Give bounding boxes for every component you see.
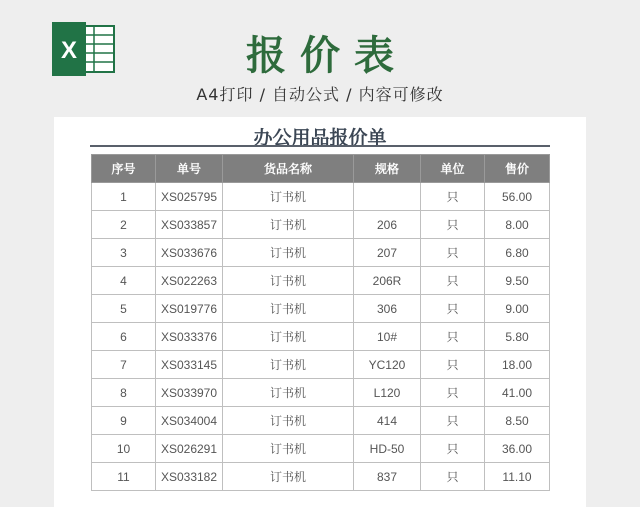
cell-unit: 只 [421, 435, 485, 463]
quote-table [91, 154, 550, 491]
cell-item-name: 订书机 [223, 211, 354, 239]
cell-order-no: XS026291 [156, 435, 223, 463]
cell-order-no: XS034004 [156, 407, 223, 435]
cell-order-no: XS033376 [156, 323, 223, 351]
cell-spec: 207 [354, 239, 421, 267]
cell-item-name: 订书机 [223, 379, 354, 407]
table-row [92, 295, 550, 323]
cell-price: 5.80 [485, 323, 550, 351]
table-row [92, 239, 550, 267]
cell-order-no: XS025795 [156, 183, 223, 211]
cell-order-no: XS033970 [156, 379, 223, 407]
cell-price: 8.00 [485, 211, 550, 239]
cell-unit: 只 [421, 239, 485, 267]
cell-spec: L120 [354, 379, 421, 407]
cell-price: 6.80 [485, 239, 550, 267]
cell-spec: 414 [354, 407, 421, 435]
cell-item-name: 订书机 [223, 351, 354, 379]
svg-text:X: X [60, 37, 78, 64]
cell-order-no: XS033182 [156, 463, 223, 491]
cell-price: 18.00 [485, 351, 550, 379]
table-row [92, 183, 550, 211]
table-row [92, 435, 550, 463]
cell-index: 4 [92, 267, 156, 295]
cell-spec: 10# [354, 323, 421, 351]
cell-order-no: XS022263 [156, 267, 223, 295]
page-subtitle: A4打印 / 自动公式 / 内容可修改 [196, 85, 444, 104]
cell-index: 10 [92, 435, 156, 463]
cell-index: 5 [92, 295, 156, 323]
cell-price: 41.00 [485, 379, 550, 407]
table-row [92, 463, 550, 491]
cell-item-name: 订书机 [223, 463, 354, 491]
table-row [92, 211, 550, 239]
page-title: 报价表 [246, 33, 408, 79]
cell-order-no: XS019776 [156, 295, 223, 323]
cell-order-no: XS033676 [156, 239, 223, 267]
cell-item-name: 订书机 [223, 323, 354, 351]
cell-index: 6 [92, 323, 156, 351]
cell-unit: 只 [421, 379, 485, 407]
spreadsheet-preview [54, 117, 586, 507]
cell-price: 36.00 [485, 435, 550, 463]
cell-order-no: XS033145 [156, 351, 223, 379]
cell-spec: 206R [354, 267, 421, 295]
cell-unit: 只 [421, 295, 485, 323]
cell-item-name: 订书机 [223, 183, 354, 211]
table-row [92, 379, 550, 407]
col-header-spec: 规格 [354, 155, 421, 183]
col-header-index: 序号 [92, 155, 156, 183]
cell-price: 9.00 [485, 295, 550, 323]
cell-item-name: 订书机 [223, 267, 354, 295]
col-header-unit: 单位 [421, 155, 485, 183]
table-header-row [92, 155, 550, 183]
cell-spec: HD-50 [354, 435, 421, 463]
cell-spec: 206 [354, 211, 421, 239]
cell-order-no: XS033857 [156, 211, 223, 239]
col-header-price: 售价 [485, 155, 550, 183]
table-row [92, 323, 550, 351]
col-header-order-no: 单号 [156, 155, 223, 183]
cell-item-name: 订书机 [223, 435, 354, 463]
cell-index: 7 [92, 351, 156, 379]
cell-index: 8 [92, 379, 156, 407]
sheet-title: 办公用品报价单 [253, 127, 387, 149]
col-header-item-name: 货品名称 [223, 155, 354, 183]
cell-unit: 只 [421, 351, 485, 379]
cell-price: 11.10 [485, 463, 550, 491]
cell-index: 3 [92, 239, 156, 267]
cell-unit: 只 [421, 463, 485, 491]
cell-price: 9.50 [485, 267, 550, 295]
cell-price: 56.00 [485, 183, 550, 211]
cell-index: 11 [92, 463, 156, 491]
cell-unit: 只 [421, 323, 485, 351]
cell-price: 8.50 [485, 407, 550, 435]
cell-item-name: 订书机 [223, 407, 354, 435]
cell-index: 2 [92, 211, 156, 239]
cell-spec: YC120 [354, 351, 421, 379]
cell-index: 1 [92, 183, 156, 211]
cell-spec: 306 [354, 295, 421, 323]
table-row [92, 351, 550, 379]
cell-unit: 只 [421, 211, 485, 239]
table-row [92, 267, 550, 295]
cell-spec [354, 183, 421, 211]
cell-unit: 只 [421, 267, 485, 295]
cell-unit: 只 [421, 407, 485, 435]
cell-index: 9 [92, 407, 156, 435]
cell-item-name: 订书机 [223, 239, 354, 267]
table-row [92, 407, 550, 435]
cell-spec: 837 [354, 463, 421, 491]
cell-unit: 只 [421, 183, 485, 211]
cell-item-name: 订书机 [223, 295, 354, 323]
title-divider [90, 145, 550, 147]
